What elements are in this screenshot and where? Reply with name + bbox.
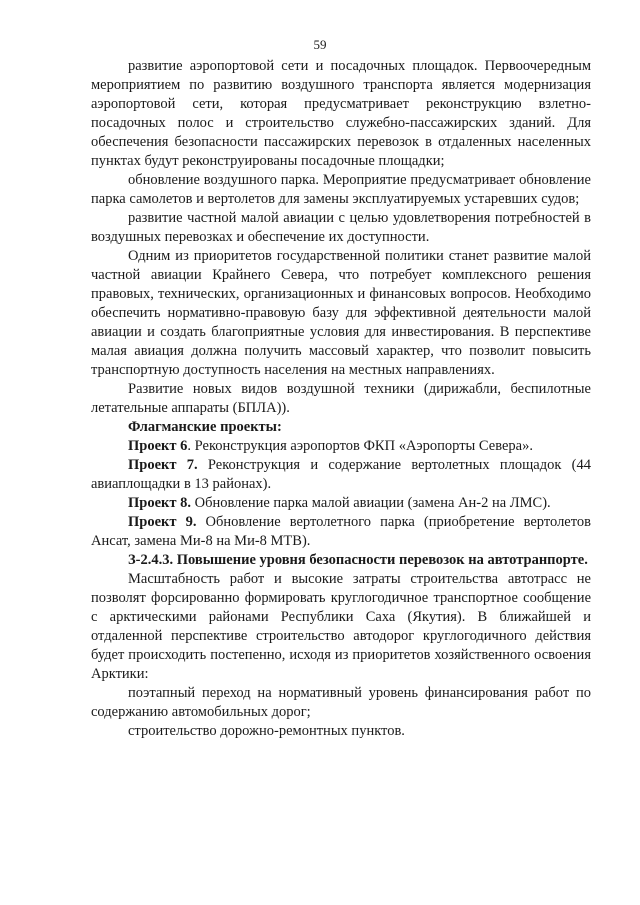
project-6 xyxy=(91,437,591,456)
paragraph-repair-points: строительство дорожно-ремонтных пунктов. xyxy=(128,723,405,739)
project-6-label: Проект 6 xyxy=(128,438,188,454)
paragraph-state-policy-priority: Одним из приоритетов государственной политики станет развитие малой частной авиации Крайнего Севера, что потребует комплексного решения правовых, технических, организационных и финансовых вопросов. Необходимо обеспечить нормативно-правовую базу для эффективной деятельности малой авиации и создать благоприятные условия для инвестирования. В перспективе малая авиация должна получить массовый характер, что позволит повысить транспортную доступность населения на местных направлениях. xyxy=(91,248,591,378)
project-9-text: Обновление вертолетного парка (приобретение вертолетов Ансат, замена Ми-8 на Ми-8 МТВ). xyxy=(91,514,591,549)
paragraph-new-aircraft-types: Развитие новых видов воздушной техники (дирижабли, беспилотные летательные аппараты (БПЛА)). xyxy=(91,381,591,416)
paragraph-fleet-renewal: обновление воздушного парка. Мероприятие предусматривает обновление парка самолетов и вертолетов для замены эксплуатируемых устаревших судов; xyxy=(91,172,591,207)
project-9 xyxy=(91,513,591,551)
project-7-label: Проект 7. xyxy=(128,457,198,473)
project-7 xyxy=(91,456,591,494)
document-body xyxy=(91,57,591,741)
section-heading-road-safety: З-2.4.3. Повышение уровня безопасности перевозок на автотранпорте. xyxy=(128,552,588,568)
page-number: 59 xyxy=(313,37,327,52)
paragraph-road-financing: поэтапный переход на нормативный уровень финансирования работ по содержанию автомобильных дорог; xyxy=(91,685,591,720)
paragraph-airport-network: развитие аэропортовой сети и посадочных площадок. Первоочередным мероприятием по развитию воздушного транспорта является модернизация аэропортовой сети, которая предусматривает реконструкцию взлетно-посадочных полос и строительство служебно-пассажирских зданий. Для обеспечения безопасности пассажирских перевозок в отдаленных населенных пунктах будут реконструированы посадочные площадки; xyxy=(91,58,591,169)
project-7-text: Реконструкция и содержание вертолетных площадок (44 авиаплощадки в 13 районах). xyxy=(91,457,591,492)
project-6-text: . Реконструкция аэропортов ФКП «Аэропорты Севера». xyxy=(187,438,533,454)
flagship-projects-heading: Флагманские проекты: xyxy=(128,419,282,435)
project-8-text: Обновление парка малой авиации (замена Ан-2 на ЛМС). xyxy=(191,495,551,511)
project-9-label: Проект 9. xyxy=(128,514,197,530)
project-8 xyxy=(91,494,591,513)
paragraph-private-aviation: развитие частной малой авиации с целью удовлетворения потребностей в воздушных перевозках и обеспечение их доступности. xyxy=(91,210,591,245)
paragraph-road-construction: Масштабность работ и высокие затраты строительства автотрасс не позволят форсированно формировать круглогодичное транспортное сообщение с арктическими районами Республики Саха (Якутия). В ближайшей и отдаленной перспективе строительство автодорог круглогодичного действия будет происходить постепенно, исходя из приоритетов хозяйственного освоения Арктики: xyxy=(91,571,591,682)
project-8-label: Проект 8. xyxy=(128,495,192,511)
